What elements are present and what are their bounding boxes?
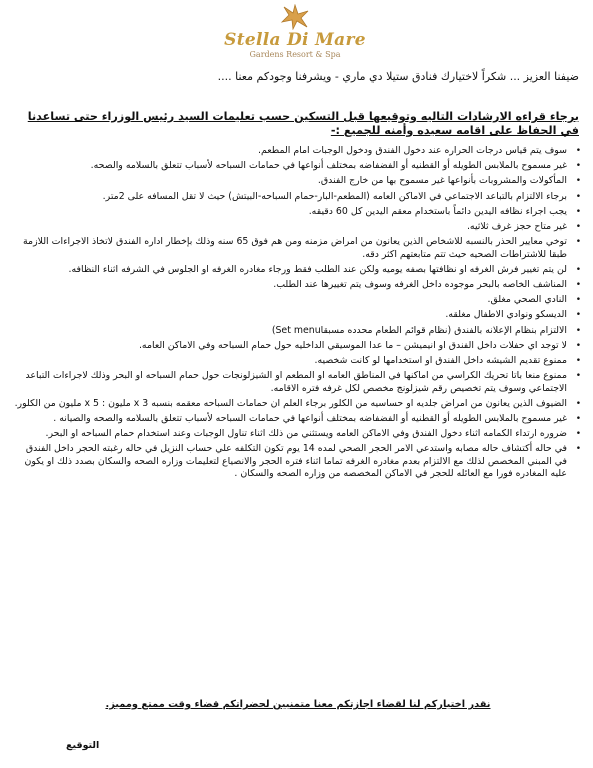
bullet-icon: •: [575, 280, 581, 291]
bullet-icon: •: [575, 398, 581, 409]
rule-item: [12, 145, 581, 157]
rule-text: غير مسموح بالملابس الطويله أو القطنيه أو الفضفاضه بمختلف أنواعها في حمامات السباحه لأسباب تتعلق بالسلامه والصحه والصيانه .: [53, 413, 567, 425]
signature-label: التوقيع: [66, 740, 100, 751]
bullet-icon: •: [575, 310, 581, 321]
rule-text: توخي معايير الحذر بالنسبه للاشخاص الذين يعانون من امراض مزمنه ومن هم فوق 65 سنه وذلك بإخطار اداره الفندق لاتخاذ الاجراءات اللازمة طبقا للاشتراطات الصحيه حيث تتم متابعتهم اكثر دقه.: [23, 236, 567, 260]
rule-text: في حاله أكتشاف حاله مصابه واستدعي الامر الحجر الصحي لمده 14 يوم تكون التكلفه علي حساب النزيل في حاله رغبته الحجر داخل الفندق في المبني المخصص لذلك مع الالتزام بعدم مغادره الغرفه تماما اثناء فتره الحجر والانصياع لتعليمات وزاره الصحه والسكان بصدد ذلك او يكون عليه المغادره فورا مع العائله للحجر في الاماكن المخصصه من وزاره الصحه والسكان .: [24, 443, 567, 480]
bullet-icon: •: [575, 176, 581, 187]
bullet-icon: •: [575, 206, 581, 217]
rule-text: المناشف الخاصه بالبحر موجوده داخل الغرفه وسوف يتم تغييرها عند الطلب.: [273, 279, 567, 291]
rule-item: [12, 175, 581, 187]
bullet-icon: •: [575, 237, 581, 248]
bullet-icon: •: [575, 222, 581, 233]
rule-text: لن يتم تغيير فرش الغرفه او نظافتها بصفه يوميه ولكن عند الطلب فقط ورجاء مغادره الغرفه او الجلوس في الشرفه اثناء النظافه.: [68, 263, 567, 275]
rule-item: [12, 205, 581, 218]
rule-item: [12, 294, 581, 306]
rule-item: [12, 443, 581, 480]
logo-tagline: Gardens Resort & Spa: [249, 50, 341, 59]
closing-note: نقدر اختياركم لنا لقضاء اجازتكم معنا متمنيين لحضراتكم قضاء وقت ممتع ومميز.: [105, 699, 491, 710]
starfish-icon: [272, 4, 318, 30]
rule-item: [12, 355, 581, 367]
rule-text: سوف يتم قياس درجات الحراره عند دخول الفندق ودخول الوجبات امام المطعم.: [258, 145, 567, 156]
rule-text: لا توجد اي حفلات داخل الفندق او انيميشن – ما عدا الموسيقي الداخليه حول حمام السباحه وفي الاماكن العامه.: [138, 339, 567, 351]
rule-item: [12, 279, 581, 291]
rule-text: يجب اجراء نظافه اليدين دائماً باستخدام معقم اليدين كل 60 دقيقه.: [308, 205, 567, 217]
greeting-line: ضيفنا العزيز ... شكراً لاختيارك فنادق ستيلا دي ماري - ويشرفنا وجودكم معنا ....: [217, 70, 579, 83]
rule-item: [12, 160, 581, 172]
rule-item: [12, 413, 581, 425]
rule-item: [12, 324, 581, 337]
bullet-icon: •: [575, 161, 581, 172]
bullet-icon: •: [575, 414, 581, 425]
rule-item: [12, 370, 581, 395]
rule-text: الالتزام بنظام الإعلانه بالفندق (نظام قوائم الطعام محدده مسبقاSet menu): [271, 324, 567, 336]
bullet-icon: •: [575, 264, 581, 275]
rule-item: [12, 236, 581, 261]
rule-text: برجاء الالتزام بالتباعد الاجتماعي في الاماكن العامه (المطعم-البار-حمام السباحه-البيتش) حيث لا تقل المسافه على 2متر.: [102, 190, 567, 202]
rule-item: [12, 339, 581, 352]
rule-item: [12, 428, 581, 440]
rule-text: الديسكو ونوادي الاطفال مغلقه.: [445, 309, 567, 321]
rule-text: ممنوع تقديم الشيشه داخل الفندق او استخدامها لو كانت شخصيه.: [314, 355, 567, 367]
rule-text: غير متاح حجز غرف ثلاثيه.: [466, 221, 567, 233]
bullet-icon: •: [575, 146, 581, 156]
rule-text: ممنوع منعا باتا تحريك الكراسي من اماكنها في المناطق العامه او المطعم او الشيزلونجات حول حمام السباحه او البحر وذلك لاجراءات التباعد الاجتماعي وسوف يتم تخصيص رقم شيزلونج مخصص لكل غرفه فتره الاقامه.: [25, 370, 567, 394]
rule-item: [12, 263, 581, 276]
bullet-icon: •: [575, 340, 581, 351]
rule-item: [12, 397, 581, 410]
intro-heading: برجاء قراءه الارشادات التاليه وتوقيعها قبل التسكين حسب تعليمات السيد رئيس الوزراء حتى تساعدنا في الحفاظ على اقامه سعيده وأمنه للجميع :-: [27, 110, 579, 137]
logo-brand: Stella Di Mare: [224, 30, 366, 50]
bullet-icon: •: [575, 371, 581, 382]
rule-text: المأكولات والمشروبات بأنواعها غير مسموح بها من خارج الفندق.: [317, 175, 567, 187]
rule-text: غير مسموح بالملابس الطويله أو القطنيه أو الفضفاضه بمختلف أنواعها في حمامات السباحه لأسباب تتعلق بالسلامه والصحه.: [90, 160, 567, 172]
rule-text: الضيوف الذين يعانون من امراض جلديه او حساسيه من الكلور برجاء العلم ان حمامات السباحه معقمه بنسبه 3 x مليون : 5 x مليون من الكلور.: [14, 397, 567, 409]
bullet-icon: •: [575, 295, 581, 306]
bullet-icon: •: [575, 444, 581, 455]
rule-item: [12, 309, 581, 321]
bullet-icon: •: [575, 429, 581, 440]
rule-item: [12, 221, 581, 233]
rules-list: [12, 145, 583, 483]
rule-text: ضروره ارتداء الكمامه اثناء دخول الفندق وفي الاماكن العامه ويستثني من ذلك اثناء تناول الوجبات وعند استخدام حمام السباحه او البحر.: [45, 428, 567, 440]
rule-item: [12, 190, 581, 203]
bullet-icon: •: [575, 356, 581, 367]
hotel-logo: [222, 4, 368, 68]
bullet-icon: •: [575, 325, 581, 336]
bullet-icon: •: [575, 191, 581, 202]
rule-text: النادي الصحي مغلق.: [487, 294, 567, 306]
